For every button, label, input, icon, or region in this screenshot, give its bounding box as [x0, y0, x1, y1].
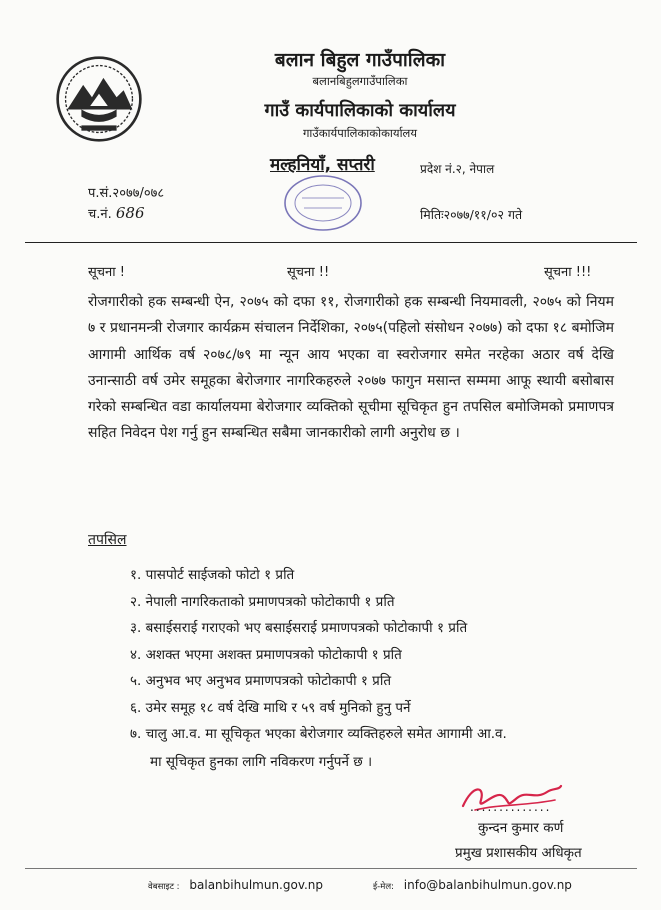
office-title: गाउँ कार्यपालिकाको कार्यालय	[264, 100, 456, 121]
list-item: २. नेपाली नागरिकताको प्रमाणपत्रको फोटोकापी १ प्रति	[130, 593, 395, 610]
list-item: ६. उमेर समूह १८ वर्ष देखि माथि र ५९ वर्ष मुनिको हुनु पर्ने	[130, 699, 411, 716]
dispatch-number	[88, 204, 145, 222]
signatory-title: प्रमुख प्रशासकीय अधिकृत	[455, 845, 582, 861]
list-item: १. पासपोर्ट साईजको फोटो १ प्रति	[130, 567, 295, 583]
letter-date: मितिः२०७७/११/०२ गते	[420, 207, 523, 222]
notice-body: रोजगारीको हक सम्बन्धी ऐन, २०७५ को दफा ११, रोजगारीको हक सम्बन्धी नियमावली, २०७५ को नियम ७ र प्रधानमन्त्री रोजगार कार्यक्रम संचालन निर्देशिका, २०७५(पहिलो संसोधन २०७७) को दफा १८ बमोजिम आगामी आर्थिक वर्ष २०७८/७९ मा न्यून आय भएका वा स्वरोजगार समेत नरहेका अठार वर्ष देखि उनान्साठी वर्ष उमेर समूहका बेरोजगार नागरिकहरुले २०७७ फागुन मसान्त सम्ममा आफू स्थायी बसोबास गरेको सम्बन्धित वडा कार्यालयमा बेरोजगार व्यक्तिको सूचीमा सूचिकृत हुन तपसिल बमोजिमको प्रमाणपत्र सहित निवेदन पेश गर्नु हुन सम्बन्धित सबैमा जानकारीको लागी अनुरोध छ ।	[88, 294, 614, 442]
footer-email-label: ई-मेल:	[373, 882, 394, 892]
email-link[interactable]: info@balanbihulmun.gov.np	[403, 878, 572, 892]
footer-email	[373, 878, 572, 892]
office-stamp-icon	[282, 172, 364, 234]
org-name: बलान बिहुल गाउँपालिका	[274, 49, 446, 71]
office-subtitle: गाउँकार्यपालिकाकोकार्यालय	[302, 126, 418, 140]
dispatch-number-value: 686	[115, 204, 145, 222]
list-item: ७. चालु आ.व. मा सूचिकृत भएका बेरोजगार व्यक्तिहरुले समेत आगामी आ.व.	[130, 726, 507, 742]
notice-label-2: सूचना !!	[287, 265, 330, 280]
header-divider	[25, 242, 637, 243]
notice-label-1: सूचना !	[88, 265, 125, 280]
footer-website-label: वेबसाइट :	[148, 882, 180, 892]
office-address: मल्हनियाँ, सप्तरी	[270, 155, 375, 175]
list-item: ५. अनुभव भए अनुभव प्रमाणपत्रको फोटोकापी १ प्रति	[130, 673, 392, 689]
org-name-subtitle: बलानबिहुलगाउँपालिका	[312, 74, 408, 88]
signatory-name: कुन्दन कुमार कर्ण	[478, 820, 564, 836]
footer-website	[148, 878, 323, 892]
dispatch-number-label: च.नं.	[88, 207, 112, 222]
government-emblem-icon	[55, 55, 143, 143]
reference-number: प.सं.२०७७/०७८	[88, 186, 165, 201]
signature-line: ..............	[470, 800, 552, 814]
details-list	[130, 565, 507, 751]
list-item-continuation: मा सूचिकृत हुनका लागि नविकरण गर्नुपर्ने छ ।	[150, 754, 373, 770]
province-line: प्रदेश नं.२, नेपाल	[420, 162, 495, 176]
details-heading: तपसिल	[88, 532, 127, 548]
notice-label-3: सूचना !!!	[544, 265, 592, 280]
list-item: ४. अशक्त भएमा अशक्त प्रमाणपत्रको फोटोकापी १ प्रति	[130, 646, 402, 663]
footer-divider	[25, 868, 637, 869]
list-item: ३. बसाईसराई गराएको भए बसाईसराई प्रमाणपत्रको फोटोकापी १ प्रति	[130, 620, 468, 636]
website-link[interactable]: balanbihulmun.gov.np	[189, 878, 324, 892]
